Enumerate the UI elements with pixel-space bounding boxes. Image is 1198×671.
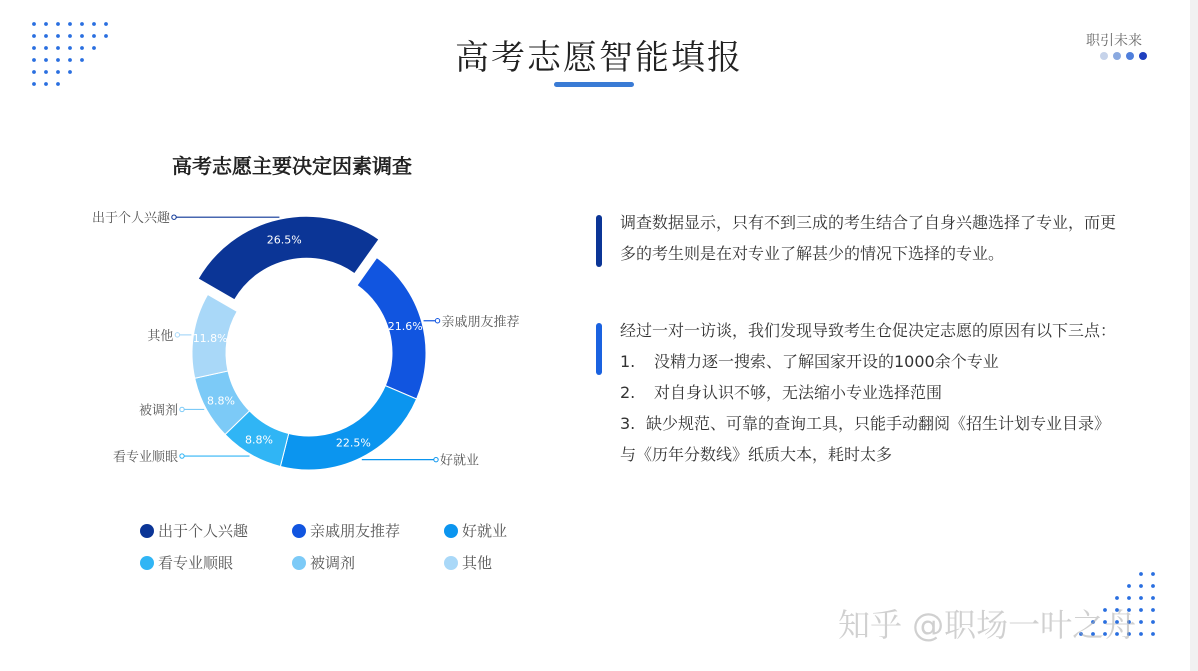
decor-dot: [1151, 632, 1155, 636]
chart-title: 高考志愿主要决定因素调查: [172, 154, 412, 178]
decor-dot: [1139, 596, 1143, 600]
brand-dots: [1100, 52, 1147, 60]
decor-dot: [56, 22, 60, 26]
list-item: [620, 408, 1120, 470]
decor-dot: [104, 22, 108, 26]
legend-swatch: [292, 524, 306, 538]
slice-category-label: 出于个人兴趣: [91, 211, 170, 227]
survey-summary: 调查数据显示，只有不到三成的考生结合了自身兴趣选择了专业，而更多的考生则是在对专业了解甚少的情况下选择的专业。: [620, 213, 1117, 263]
decor-dot: [1127, 584, 1131, 588]
brand-dot: [1100, 52, 1108, 60]
slice-value-label: 26.5%: [266, 233, 302, 247]
decor-dot: [1139, 572, 1143, 576]
leader-dot: [434, 457, 438, 461]
interview-findings: [620, 315, 1120, 470]
decor-dot: [1151, 596, 1155, 600]
legend-swatch: [140, 524, 154, 538]
slice-value-label: 21.6%: [387, 319, 423, 333]
leader-dot: [175, 333, 179, 337]
slice-value-label: 11.8%: [192, 331, 228, 345]
slice-value-label: 8.8%: [245, 433, 273, 447]
decor-dot: [80, 22, 84, 26]
slice-value-label: 8.8%: [206, 394, 235, 408]
leader-dot: [180, 407, 184, 411]
watermark: 知乎 @职场一叶之舟: [838, 606, 1137, 644]
list-item-text: 对自身认识不够，无法缩小专业选择范围: [654, 383, 943, 402]
legend-label: 亲戚朋友推荐: [310, 522, 401, 540]
list-item-number: 2.: [620, 383, 636, 402]
brand-name: 职引未来: [1086, 33, 1142, 49]
legend-item: [292, 552, 355, 573]
legend-label: 出于个人兴趣: [158, 522, 249, 540]
legend-swatch: [292, 556, 306, 570]
donut-slice: [280, 386, 416, 470]
list-item-number: 3.: [620, 414, 636, 433]
slice-category-label: 好就业: [440, 453, 480, 469]
legend-label: 看专业顺眼: [158, 554, 234, 572]
decor-dot: [32, 22, 36, 26]
list-item-number: 1.: [620, 352, 636, 371]
survey-summary-text: [620, 207, 1120, 269]
legend-item: [444, 520, 507, 541]
list-item-text: 没精力逐一搜索、了解国家开设的1000余个专业: [654, 352, 999, 371]
decor-dot: [1139, 584, 1143, 588]
decor-dot: [1139, 620, 1143, 624]
decor-dot: [44, 22, 48, 26]
legend-item: [292, 520, 400, 541]
decor-dot: [1151, 584, 1155, 588]
decor-dot: [68, 22, 72, 26]
slice-category-label: 亲戚朋友推荐: [441, 314, 520, 330]
text-block-accent-bar: [596, 215, 602, 267]
title-underline: [554, 82, 634, 87]
leader-dot: [172, 215, 176, 219]
legend-item: [140, 552, 233, 573]
leader-dot: [435, 319, 439, 323]
brand-dot: [1126, 52, 1134, 60]
list-item-text: 缺少规范、可靠的查询工具，只能手动翻阅《招生计划专业目录》与《历年分数线》纸质大本，耗时太多: [620, 414, 1111, 464]
slice-category-label: 看专业顺眼: [112, 450, 178, 466]
decor-dot: [56, 82, 60, 86]
slice-value-label: 22.5%: [335, 436, 371, 450]
brand-dot: [1139, 52, 1147, 60]
legend-swatch: [140, 556, 154, 570]
legend-item: [140, 520, 248, 541]
decor-dot: [1151, 572, 1155, 576]
decor-dot: [32, 82, 36, 86]
donut-chart: [90, 210, 570, 500]
decor-dot: [1139, 632, 1143, 636]
leader-dot: [180, 454, 184, 458]
legend-swatch: [444, 556, 458, 570]
text-block-accent-bar: [596, 323, 602, 375]
donut-slice: [198, 216, 379, 300]
decor-dot: [1151, 608, 1155, 612]
decor-dot: [92, 22, 96, 26]
legend-item: [444, 552, 492, 573]
page-title: 高考志愿智能填报: [455, 38, 743, 78]
legend-swatch: [444, 524, 458, 538]
list-item: [620, 377, 1120, 408]
interview-intro: 经过一对一访谈，我们发现导致考生仓促决定志愿的原因有以下三点：: [620, 321, 1117, 340]
slice-category-label: 被调剂: [138, 403, 178, 419]
legend-label: 好就业: [462, 522, 508, 540]
slice-category-label: 其他: [147, 328, 174, 344]
brand-dot: [1113, 52, 1121, 60]
decor-dot: [44, 82, 48, 86]
decor-dot: [1151, 620, 1155, 624]
legend-label: 其他: [462, 554, 493, 572]
list-item: [620, 346, 1120, 377]
decor-dot: [1139, 608, 1143, 612]
legend-label: 被调剂: [310, 554, 356, 572]
window-edge: [1190, 0, 1198, 671]
